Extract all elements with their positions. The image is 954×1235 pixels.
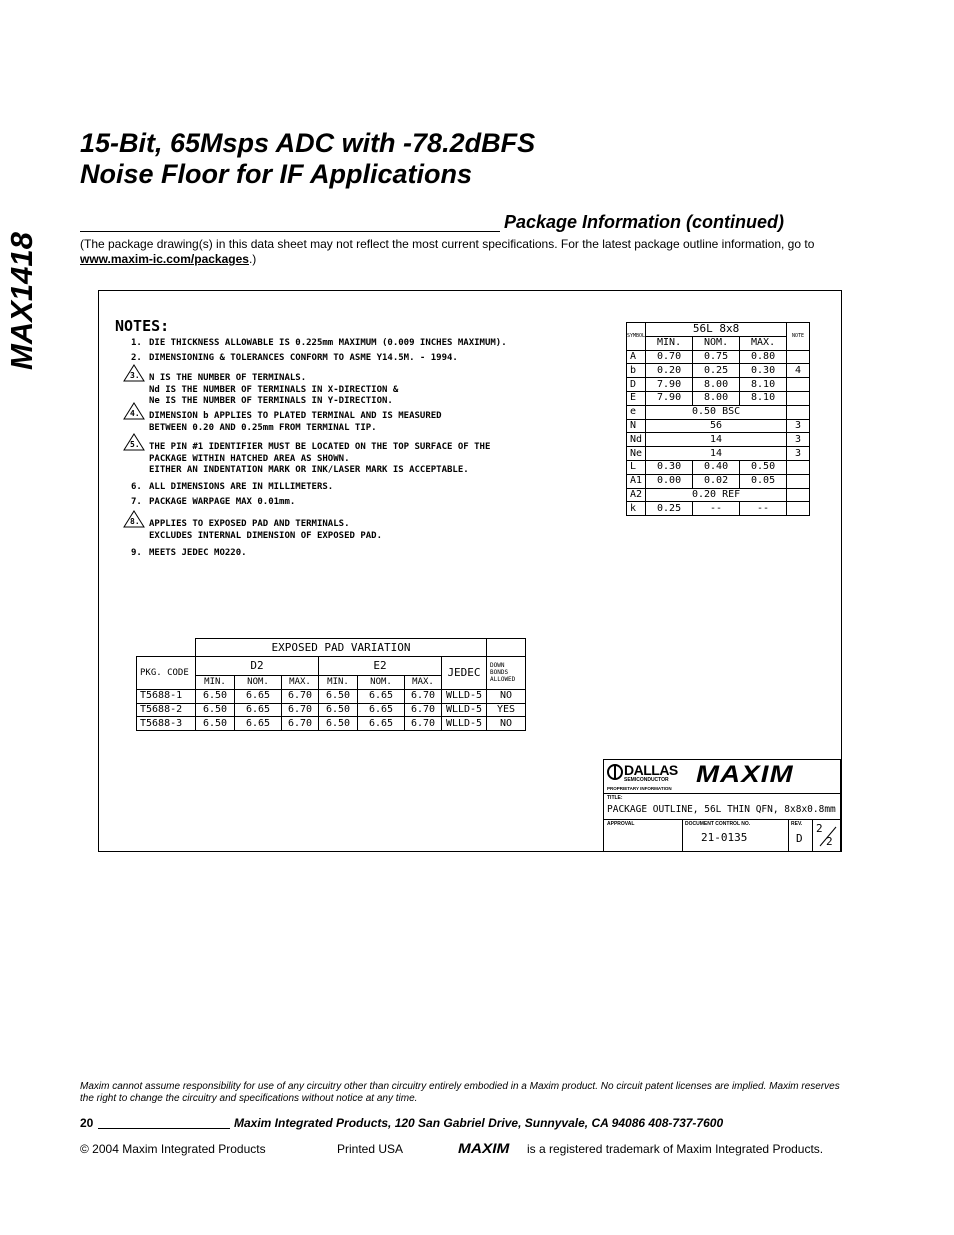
- dim-max: 0.30: [740, 364, 787, 378]
- dim-note: [787, 488, 810, 502]
- note-line: DIMENSIONING & TOLERANCES CONFORM TO ASME Y14.5M. - 1994.: [149, 353, 458, 363]
- pkg-code: T5688-2: [137, 703, 196, 717]
- rev-cell: [789, 820, 813, 851]
- dim-col-nom: NOM.: [693, 336, 740, 350]
- note-number: 1.: [131, 338, 142, 348]
- intro-paragraph: [80, 237, 858, 267]
- pkg-code-header: PKG. CODE: [137, 657, 196, 690]
- dim-max: 0.80: [740, 350, 787, 364]
- symbol-header: SYMBOL: [627, 323, 646, 351]
- dim-nom: 0.02: [693, 474, 740, 488]
- pad-row: [137, 703, 526, 717]
- dim-row: [627, 433, 810, 447]
- dimension-table: [626, 322, 810, 516]
- dim-min: 0.25: [646, 502, 693, 516]
- dim-value: 56: [646, 419, 787, 433]
- note-line: Nd IS THE NUMBER OF TERMINALS IN X-DIRECTION &: [149, 384, 399, 395]
- d2-value: 6.65: [235, 717, 282, 731]
- doc-control-value: 21-0135: [701, 831, 748, 844]
- jedec-header: JEDEC: [442, 657, 487, 690]
- dim-nom: --: [693, 502, 740, 516]
- dim-row: [627, 405, 810, 419]
- dim-symbol: k: [627, 502, 646, 516]
- dim-row: [627, 488, 810, 502]
- dim-nom: 8.00: [693, 391, 740, 405]
- sheet-total: 2: [826, 835, 833, 848]
- intro-end: .): [248, 252, 257, 266]
- dim-symbol: b: [627, 364, 646, 378]
- dim-value: 14: [646, 447, 787, 461]
- e2-value: 6.70: [405, 703, 442, 717]
- e2-value: 6.65: [358, 703, 405, 717]
- dim-min: 7.90: [646, 378, 693, 392]
- dim-row: [627, 364, 810, 378]
- note-number: 5.: [130, 440, 140, 449]
- note-line: PACKAGE WARPAGE MAX 0.01mm.: [149, 497, 296, 507]
- dim-symbol: A1: [627, 474, 646, 488]
- d2-col-min: MIN.: [196, 676, 235, 690]
- dim-row: [627, 419, 810, 433]
- title-value: PACKAGE OUTLINE, 56L THIN QFN, 8x8x0.8mm: [607, 804, 836, 815]
- dim-symbol: e: [627, 405, 646, 419]
- e2-value: 6.65: [358, 717, 405, 731]
- dim-nom: 0.25: [693, 364, 740, 378]
- doc-control-label: DOCUMENT CONTROL NO.: [685, 821, 751, 827]
- dim-note: 4: [787, 364, 810, 378]
- note-number: 8.: [130, 517, 140, 526]
- note-number: 2.: [131, 353, 142, 363]
- document-title: [80, 128, 535, 190]
- dallas-wordmark: DALLAS: [624, 762, 678, 778]
- note-line: EXCLUDES INTERNAL DIMENSION OF EXPOSED PAD.: [149, 530, 382, 541]
- dim-symbol: D: [627, 378, 646, 392]
- section-heading: Package Information (continued): [504, 212, 785, 232]
- doc-control-cell: [683, 820, 789, 851]
- note-header: NOTE: [787, 323, 810, 351]
- note-line: Ne IS THE NUMBER OF TERMINALS IN Y-DIRECTION.: [149, 396, 393, 406]
- note-line: PACKAGE WITHIN HATCHED AREA AS SHOWN.: [149, 453, 350, 464]
- dim-max: 0.05: [740, 474, 787, 488]
- dim-symbol: L: [627, 460, 646, 474]
- exposed-pad-table: [136, 638, 526, 731]
- maxim-logo: MAXIM: [696, 761, 794, 788]
- note-number: 4.: [130, 409, 140, 418]
- e2-col-max: MAX.: [405, 676, 442, 690]
- e2-value: 6.50: [319, 689, 358, 703]
- note-line: ALL DIMENSIONS ARE IN MILLIMETERS.: [149, 482, 334, 492]
- dim-note: [787, 502, 810, 516]
- proprietary-label: PROPRIETARY INFORMATION: [607, 786, 672, 791]
- title-block: [603, 759, 841, 852]
- down-bonds-value: NO: [487, 689, 526, 703]
- dim-note: [787, 391, 810, 405]
- note-line: DIMENSION b APPLIES TO PLATED TERMINAL AND IS MEASURED: [149, 411, 442, 421]
- dim-note: 3: [787, 447, 810, 461]
- note-number: 9.: [131, 548, 142, 558]
- dim-max: 8.10: [740, 378, 787, 392]
- dim-nom: 8.00: [693, 378, 740, 392]
- dim-col-max: MAX.: [740, 336, 787, 350]
- printed-usa: Printed USA: [337, 1142, 404, 1156]
- e2-col-min: MIN.: [319, 676, 358, 690]
- copyright: © 2004 Maxim Integrated Products: [80, 1142, 266, 1156]
- note-line: MEETS JEDEC MO220.: [149, 548, 247, 558]
- approval-label: APPROVAL: [607, 821, 635, 827]
- dim-min: 0.00: [646, 474, 693, 488]
- dim-note: [787, 405, 810, 419]
- dim-note: [787, 474, 810, 488]
- e2-value: 6.50: [319, 703, 358, 717]
- down-bonds-value: NO: [487, 717, 526, 731]
- pad-row: [137, 689, 526, 703]
- note-number: 6.: [131, 482, 142, 492]
- d2-col-max: MAX.: [282, 676, 319, 690]
- d2-value: 6.70: [282, 717, 319, 731]
- dim-symbol: A2: [627, 488, 646, 502]
- dim-row: [627, 502, 810, 516]
- dim-value: 0.50 BSC: [646, 405, 787, 419]
- dim-note: 3: [787, 419, 810, 433]
- pad-row: [137, 717, 526, 731]
- dim-symbol: E: [627, 391, 646, 405]
- dim-row: [627, 447, 810, 461]
- dim-symbol: Ne: [627, 447, 646, 461]
- dim-max: --: [740, 502, 787, 516]
- title-row: [604, 794, 840, 820]
- rev-value: D: [796, 832, 803, 845]
- d2-value: 6.50: [196, 717, 235, 731]
- dallas-logo-icon: [607, 763, 623, 781]
- e2-value: 6.70: [405, 717, 442, 731]
- rev-label: REV.: [791, 821, 803, 827]
- note-number: 7.: [131, 497, 142, 507]
- trademark-text: is a registered trademark of Maxim Integrated Products.: [527, 1142, 824, 1156]
- d2-value: 6.65: [235, 689, 282, 703]
- title-line-1: 15-Bit, 65Msps ADC with -78.2dBFS: [80, 128, 536, 158]
- logo-row: [604, 760, 840, 794]
- approval-cell: [604, 820, 683, 851]
- section-rule: [80, 231, 500, 232]
- dim-nom: 0.40: [693, 460, 740, 474]
- page-number: 20: [80, 1116, 94, 1130]
- down-bonds-header: DOWN BONDS ALLOWED: [487, 657, 526, 690]
- note-line: N IS THE NUMBER OF TERMINALS.: [149, 373, 307, 383]
- title-line-2: Noise Floor for IF Applications: [80, 159, 473, 189]
- note-line: APPLIES TO EXPOSED PAD AND TERMINALS.: [149, 519, 350, 529]
- dim-nom: 0.75: [693, 350, 740, 364]
- dim-value: 0.20 REF: [646, 488, 787, 502]
- footer-address: Maxim Integrated Products, 120 San Gabriel Drive, Sunnyvale, CA 94086 408-737-7600: [234, 1116, 724, 1130]
- sheet-number: 2: [816, 822, 823, 835]
- dim-min: 0.30: [646, 460, 693, 474]
- dim-col-min: MIN.: [646, 336, 693, 350]
- d2-value: 6.50: [196, 703, 235, 717]
- d2-col-nom: NOM.: [235, 676, 282, 690]
- pad-table-title: EXPOSED PAD VARIATION: [196, 639, 487, 657]
- dim-min: 0.20: [646, 364, 693, 378]
- dim-max: 8.10: [740, 391, 787, 405]
- jedec-value: WLLD-5: [442, 717, 487, 731]
- title-label: TITLE:: [607, 795, 623, 801]
- down-bonds-value: YES: [487, 703, 526, 717]
- dim-note: [787, 378, 810, 392]
- dim-value: 14: [646, 433, 787, 447]
- pkg-code: T5688-3: [137, 717, 196, 731]
- note-line: DIE THICKNESS ALLOWABLE IS 0.225mm MAXIMUM (0.009 INCHES MAXIMUM).: [149, 338, 507, 348]
- packages-link[interactable]: www.maxim-ic.com/packages: [80, 252, 249, 266]
- dim-note: 3: [787, 433, 810, 447]
- note-number: 3.: [130, 371, 140, 380]
- dim-min: 0.70: [646, 350, 693, 364]
- d2-value: 6.65: [235, 703, 282, 717]
- dim-note: [787, 350, 810, 364]
- dim-row: [627, 460, 810, 474]
- e2-value: 6.50: [319, 717, 358, 731]
- jedec-value: WLLD-5: [442, 703, 487, 717]
- e2-value: 6.65: [358, 689, 405, 703]
- d2-value: 6.70: [282, 703, 319, 717]
- note-line: EITHER AN INDENTATION MARK OR INK/LASER MARK IS ACCEPTABLE.: [149, 465, 469, 475]
- d2-header: D2: [196, 657, 319, 676]
- jedec-value: WLLD-5: [442, 689, 487, 703]
- dim-row: [627, 350, 810, 364]
- note-line: THE PIN #1 IDENTIFIER MUST BE LOCATED ON THE TOP SURFACE OF THE: [149, 442, 491, 452]
- side-part-number: MAX1418: [4, 232, 39, 370]
- e2-value: 6.70: [405, 689, 442, 703]
- dim-symbol: N: [627, 419, 646, 433]
- dim-max: 0.50: [740, 460, 787, 474]
- e2-header: E2: [319, 657, 442, 676]
- intro-text: (The package drawing(s) in this data sheet may not reflect the most current specifications. For the latest package outline information, go to: [80, 237, 815, 251]
- dim-row: [627, 474, 810, 488]
- dim-note: [787, 460, 810, 474]
- d2-value: 6.50: [196, 689, 235, 703]
- dim-row: [627, 391, 810, 405]
- dim-row: [627, 378, 810, 392]
- dim-min: 7.90: [646, 391, 693, 405]
- dim-symbol: Nd: [627, 433, 646, 447]
- package-drawing: [98, 290, 842, 852]
- footer-maxim-logo: MAXIM: [458, 1140, 510, 1156]
- package-header: 56L 8x8: [646, 323, 787, 337]
- semiconductor-wordmark: SEMICONDUCTOR: [624, 777, 669, 783]
- disclaimer: Maxim cannot assume responsibility for use of any circuitry other than circuitry entirely embodied in a Maxim product. No circuit patent licenses are implied. Maxim reserves the right to change the circuitry and specifications without notice at any time.: [80, 1081, 840, 1104]
- pkg-code: T5688-1: [137, 689, 196, 703]
- note-line: BETWEEN 0.20 AND 0.25mm FROM TERMINAL TIP.: [149, 422, 377, 433]
- footer-rule: [98, 1128, 230, 1129]
- notes-title: NOTES:: [115, 317, 170, 335]
- d2-value: 6.70: [282, 689, 319, 703]
- e2-col-nom: NOM.: [358, 676, 405, 690]
- dim-symbol: A: [627, 350, 646, 364]
